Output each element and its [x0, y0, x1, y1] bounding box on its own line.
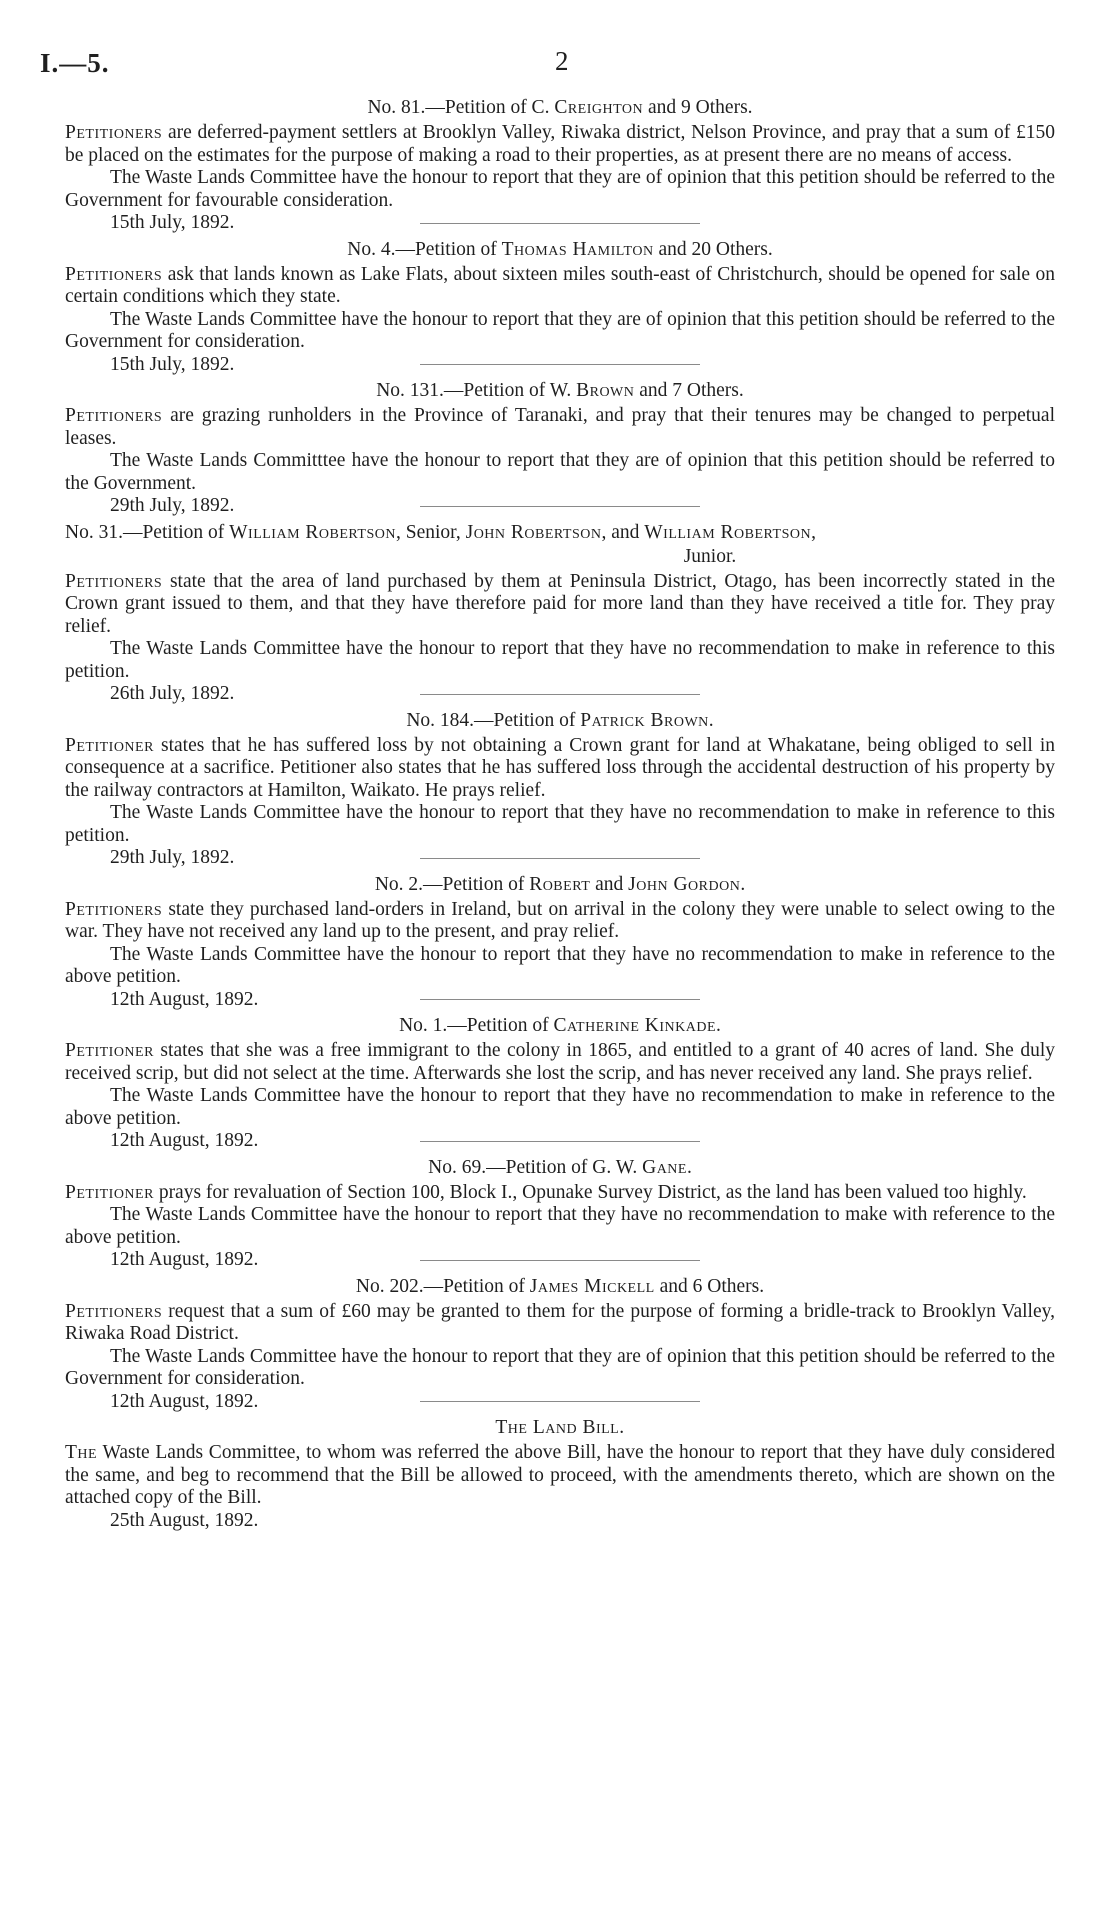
- committee-report: The Waste Lands Committee have the honour to report that they have no recommendation to make in reference to this petition.: [65, 802, 1055, 846]
- page-number: 2: [555, 46, 569, 76]
- petition-title: No. 131.—Petition of W. Brown and 7 Others.: [376, 380, 744, 401]
- report-date: 25th August, 1892.: [110, 1509, 259, 1531]
- report-date: 15th July, 1892.: [110, 212, 235, 233]
- page-header: [40, 40, 1055, 96]
- section-divider: [420, 1260, 700, 1261]
- petition-text: Petitioners state they purchased land-orders in Ireland, but on arrival in the colony they were unable to select owing to the war. They have not received any land up to the present, and pray relief.: [65, 898, 1055, 942]
- section-divider: [420, 858, 700, 859]
- petition-entry: [65, 1014, 1055, 1151]
- committee-report: The Waste Lands Committee have the honour to report that they have no recommendation to make with reference to the above petition.: [65, 1204, 1055, 1248]
- petition-entry: [65, 1275, 1055, 1412]
- report-date: 26th July, 1892.: [110, 683, 235, 704]
- section-divider: [420, 364, 700, 365]
- document-page: [40, 40, 1055, 1532]
- petition-entry: [65, 521, 1055, 704]
- petition-text: Petitioners are grazing runholders in the Province of Taranaki, and pray that their tenures may be changed to perpetual leases.: [65, 405, 1055, 449]
- petition-text: Petitioner states that he has suffered loss by not obtaining a Crown grant for land at Whakatane, being obliged to sell in consequence at a sacrifice. Petitioner also states that he has suffered loss through the accidental destruction of his property by the railway contractors at Hamilton, Waikato. He prays relief.: [65, 734, 1055, 801]
- section-divider: [420, 223, 700, 224]
- petition-entry: [65, 709, 1055, 868]
- petition-text: Petitioner prays for revaluation of Section 100, Block I., Opunake Survey District, as the land has been valued too highly.: [65, 1181, 1027, 1203]
- petition-entry: [65, 873, 1055, 1010]
- petition-entry: [65, 379, 1055, 516]
- report-date: 12th August, 1892.: [110, 1249, 259, 1270]
- petition-title: No. 69.—Petition of G. W. Gane.: [428, 1156, 692, 1178]
- petition-text: Petitioners are deferred-payment settlers at Brooklyn Valley, Riwaka district, Nelson Province, and pray that a sum of £150 be placed on the estimates for the purpose of making a road to their properties, as at present there are no means of access.: [65, 122, 1055, 166]
- petition-text: Petitioners state that the area of land purchased by them at Peninsula District, Otago, has been incorrectly stated in the Crown grant issued to them, and that they have therefore paid for more land than they have received a title for. They pray relief.: [65, 570, 1055, 637]
- petition-title: No. 202.—Petition of James Mickell and 6 Others.: [355, 1275, 765, 1297]
- committee-report: The Waste Lands Committee have the honour to report that they have no recommendation to make in reference to the above petition.: [65, 1085, 1055, 1129]
- petition-entry: [65, 96, 1055, 233]
- petition-text: Petitioners ask that lands known as Lake Flats, about sixteen miles south-east of Christchurch, should be opened for sale on certain conditions which they state.: [65, 263, 1055, 307]
- petition-title: No. 1.—Petition of Catherine Kinkade.: [399, 1015, 721, 1036]
- petition-title: No. 31.—Petition of William Robertson, Senior, John Robertson, and William Robertson, Junior.: [65, 521, 816, 567]
- petition-text: Petitioners request that a sum of £60 may be granted to them for the purpose of forming a bridle-track to Brooklyn Valley, Riwaka Road District.: [65, 1300, 1055, 1344]
- petition-title: No. 2.—Petition of Robert and John Gordon.: [374, 873, 746, 895]
- committee-report: The Waste Lands Committee have the honour to report that they are of opinion that this petition should be referred to the Government for favourable consideration.: [65, 167, 1055, 211]
- section-divider: [420, 506, 700, 507]
- petition-text: Petitioner states that she was a free immigrant to the colony in 1865, and entitled to a grant of 40 acres of land. She duly received scrip, but did not select at the time. Afterwards she lost the scrip, and has never received any land. She prays relief.: [65, 1040, 1055, 1084]
- committee-report: The Waste Lands Committee have the honour to report that they are of opinion that this petition should be referred to the Government for consideration.: [65, 1345, 1055, 1389]
- report-date: 15th July, 1892.: [110, 353, 235, 375]
- report-date: 12th August, 1892.: [110, 1390, 259, 1412]
- petition-title: No. 81.—Petition of C. Creighton and 9 Others.: [367, 97, 753, 118]
- petition-title: No. 4.—Petition of Thomas Hamilton and 20 Others.: [347, 238, 773, 260]
- committee-report: The Waste Lands Committee have the honour to report that they have no recommendation to make in reference to the above petition.: [65, 943, 1055, 987]
- report-date: 29th July, 1892.: [110, 495, 235, 516]
- section-divider: [420, 1141, 700, 1142]
- land-bill-section: [65, 1416, 1055, 1532]
- section-divider: [420, 1401, 700, 1402]
- petition-entry: [65, 238, 1055, 375]
- petition-entry: [65, 1156, 1055, 1270]
- land-bill-text: The Waste Lands Committee, to whom was referred the above Bill, have the honour to report that they have duly considered the same, and beg to recommend that the Bill be allowed to proceed, with the amendments thereto, which are shown on the attached copy of the Bill.: [65, 1442, 1055, 1508]
- section-divider: [420, 694, 700, 695]
- committee-report: The Waste Lands Committtee have the honour to report that they are of opinion that this petition should be referred to the Government.: [65, 450, 1055, 494]
- petition-title: No. 184.—Petition of Patrick Brown.: [406, 709, 714, 731]
- report-date: 29th July, 1892.: [110, 847, 235, 868]
- land-bill-title: The Land Bill.: [495, 1417, 625, 1438]
- section-divider: [420, 999, 700, 1000]
- report-date: 12th August, 1892.: [110, 988, 259, 1010]
- committee-report: The Waste Lands Committee have the honour to report that they have no recommendation to make in reference to this petition.: [65, 638, 1055, 682]
- report-date: 12th August, 1892.: [110, 1130, 259, 1151]
- document-code: I.—5.: [40, 48, 110, 78]
- committee-report: The Waste Lands Committee have the honour to report that they are of opinion that this petition should be referred to the Government for consideration.: [65, 308, 1055, 352]
